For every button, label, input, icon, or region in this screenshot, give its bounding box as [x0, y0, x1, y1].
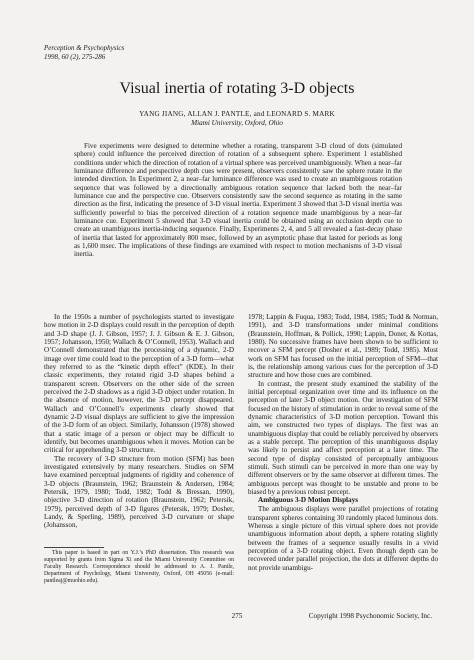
copyright-notice: Copyright 1998 Psychonomic Society, Inc.: [308, 612, 432, 620]
journal-issue: 1998, 60 (2), 275-286: [44, 53, 106, 61]
abstract: Five experiments were designed to determine whether a rotating, transparent 3-D cloud of dots (simulated sphere) could influence the perceived direction of rotation of a subsequent sphere. Experiment 1 established conditions under which the direction of rotation of a virtual sphere was perceived unambiguously. When a near–far luminance difference and perspective depth cues were present, observers consistently saw the sphere rotate in the intended direction. In Experiment 2, a near–far luminance difference was used to create an unambiguous rotation sequence that was followed by a directionally ambiguous rotation sequence that lacked both the near–far luminance cue and the perspective cue. Observers consistently saw the second sequence as rotating in the same direction as the first, indicating the presence of 3-D visual inertia. Experiment 3 showed that 3-D visual inertia was sufficiently powerful to bias the perceived direction of a rotation sequence made unambiguous by a near–far luminance cue. Experiment 5 showed that 3-D visual inertia could be obtained using an occlusion depth cue to create an unambiguous inertia-inducing sequence. Finally, Experiments 2, 4, and 5 all revealed a fast-decay phase of inertia that lasted for approximately 800 msec, followed by an asymptotic phase that lasted for periods as long as 1,600 msec. The implications of these findings are examined with respect to motion mechanisms of 3-D visual inertia.: [74, 142, 402, 259]
paper-title: Visual inertia of rotating 3-D objects: [119, 80, 355, 97]
page-number: 275: [231, 612, 243, 620]
body-paragraph: The ambiguous displays were parallel projections of rotating transparent spheres containing 30 randomly placed luminous dots. Whereas a single picture of this virtual sphere does not provide unambiguous information about depth, a sphere rotating slightly between the frames of a sequence usually results in a vivid perception of a 3-D rotating object. Even though depth can be recovered under parallel projection, the dots at different depths do not provide unambigu-: [248, 505, 438, 572]
body-paragraph: In the 1950s a number of psychologists started to investigate how motion in 2-D displays could result in the perception of depth and 3-D shape (J. J. Gibson, 1957; J. J. Gibson & E. J. Gibson, 1957; Johansson, 1950; Wallach & O’Connell, 1953). Wallach and O’Connell demonstrated that the processing of a dynamic, 2-D image over time could lead to the perception of a 3-D form—what they referred to as the “kinetic depth effect” (KDE). In their classic experiments, they rotated rigid 3-D shapes behind a transparent screen. Observers on the other side of the screen perceived the 2-D shadows as a rigid 3-D object under rotation. In the absence of motion, however, the 3-D percept disappeared. Wallach and O’Connell’s experiments clearly showed that dynamic 2-D visual displays are sufficient to give the impression of the 3-D form of an object. Similarly, Johansson (1978) showed that a static image of a person or object may be difficult to identify, but becomes unambiguous when it moves. Motion can be critical for apprehending 3-D structure.: [44, 313, 234, 455]
body-paragraph: 1978; Lappin & Fuqua, 1983; Todd, 1984, 1985; Todd & Norman, 1991), and 3-D transformations under minimal conditions (Braunstein, Hoffman, & Pollick, 1990; Lappin, Doner, & Kottas, 1980). No successive frames have been shown to be sufficient to recover a SFM percept (Dosher et al., 1989; Todd, 1985). Most work on SFM has focused on the initial perception of SFM—that is, the relationship among various cues for the perception of 3-D structure and how those cues are combined.: [248, 313, 438, 380]
section-heading: Ambiguous 3-D Motion Displays: [258, 496, 359, 505]
footnote-divider: [44, 547, 104, 548]
left-column: [44, 313, 234, 530]
body-paragraph: The recovery of 3-D structure from motion (SFM) has been investigated extensively by many researchers. Studies on SFM have examined perceptual judgments of rigidity and coherence of 3-D objects (Braunstein, 1962; Braunstein & Andersen, 1984; Petersik, 1979, 1980; Todd, 1982; Todd & Bressan, 1990), objective 3-D direction of rotation (Braunstein, 1962; Petersik, 1979), perceived depth of 3-D figures (Petersik, 1979; Dosher, Landy, & Sperling, 1989), perceived 3-D curvature or shape (Johansson,: [44, 454, 234, 530]
body-paragraph: In contrast, the present study examined the stability of the initial perceptual organization over time and its influence on the perception of later 3-D object motion. Our investigation of SFM focused on the history of stimulation in order to reveal some of the dynamic characteristics of 3-D motion perception. Toward this aim, we constructed two types of displays. The first was an unambiguous display that could be reliably perceived by observers as a stable percept. The perception of this unambiguous display was likely to persist and affect perception at a later time. The second type of display consisted of perceptually ambiguous stimuli. Such stimuli can be perceived in more than one way by different observers or by the same observer at different times. The ambiguous percept was thought to be unstable and prone to be biased by a previous robust percept.: [248, 379, 438, 496]
footnote: This paper is based in part on Y.J.’s PhD dissertation. This research was supported by grants from Sigma Xi and the Miami University Committee on Faculty Research. Correspondence should be addressed to A. J. Pantle, Department of Psychology, Miami University, Oxford, OH 45056 (e-mail: pantleaj@muohio.edu).: [44, 550, 234, 585]
author-list: YANG JIANG, ALLAN J. PANTLE, and LEONARD S. MARK: [139, 110, 335, 118]
right-column: [248, 313, 438, 572]
journal-name: Perception & Psychophysics: [44, 44, 125, 52]
affiliation: Miami University, Oxford, Ohio: [191, 119, 283, 127]
journal-header: [44, 44, 124, 62]
